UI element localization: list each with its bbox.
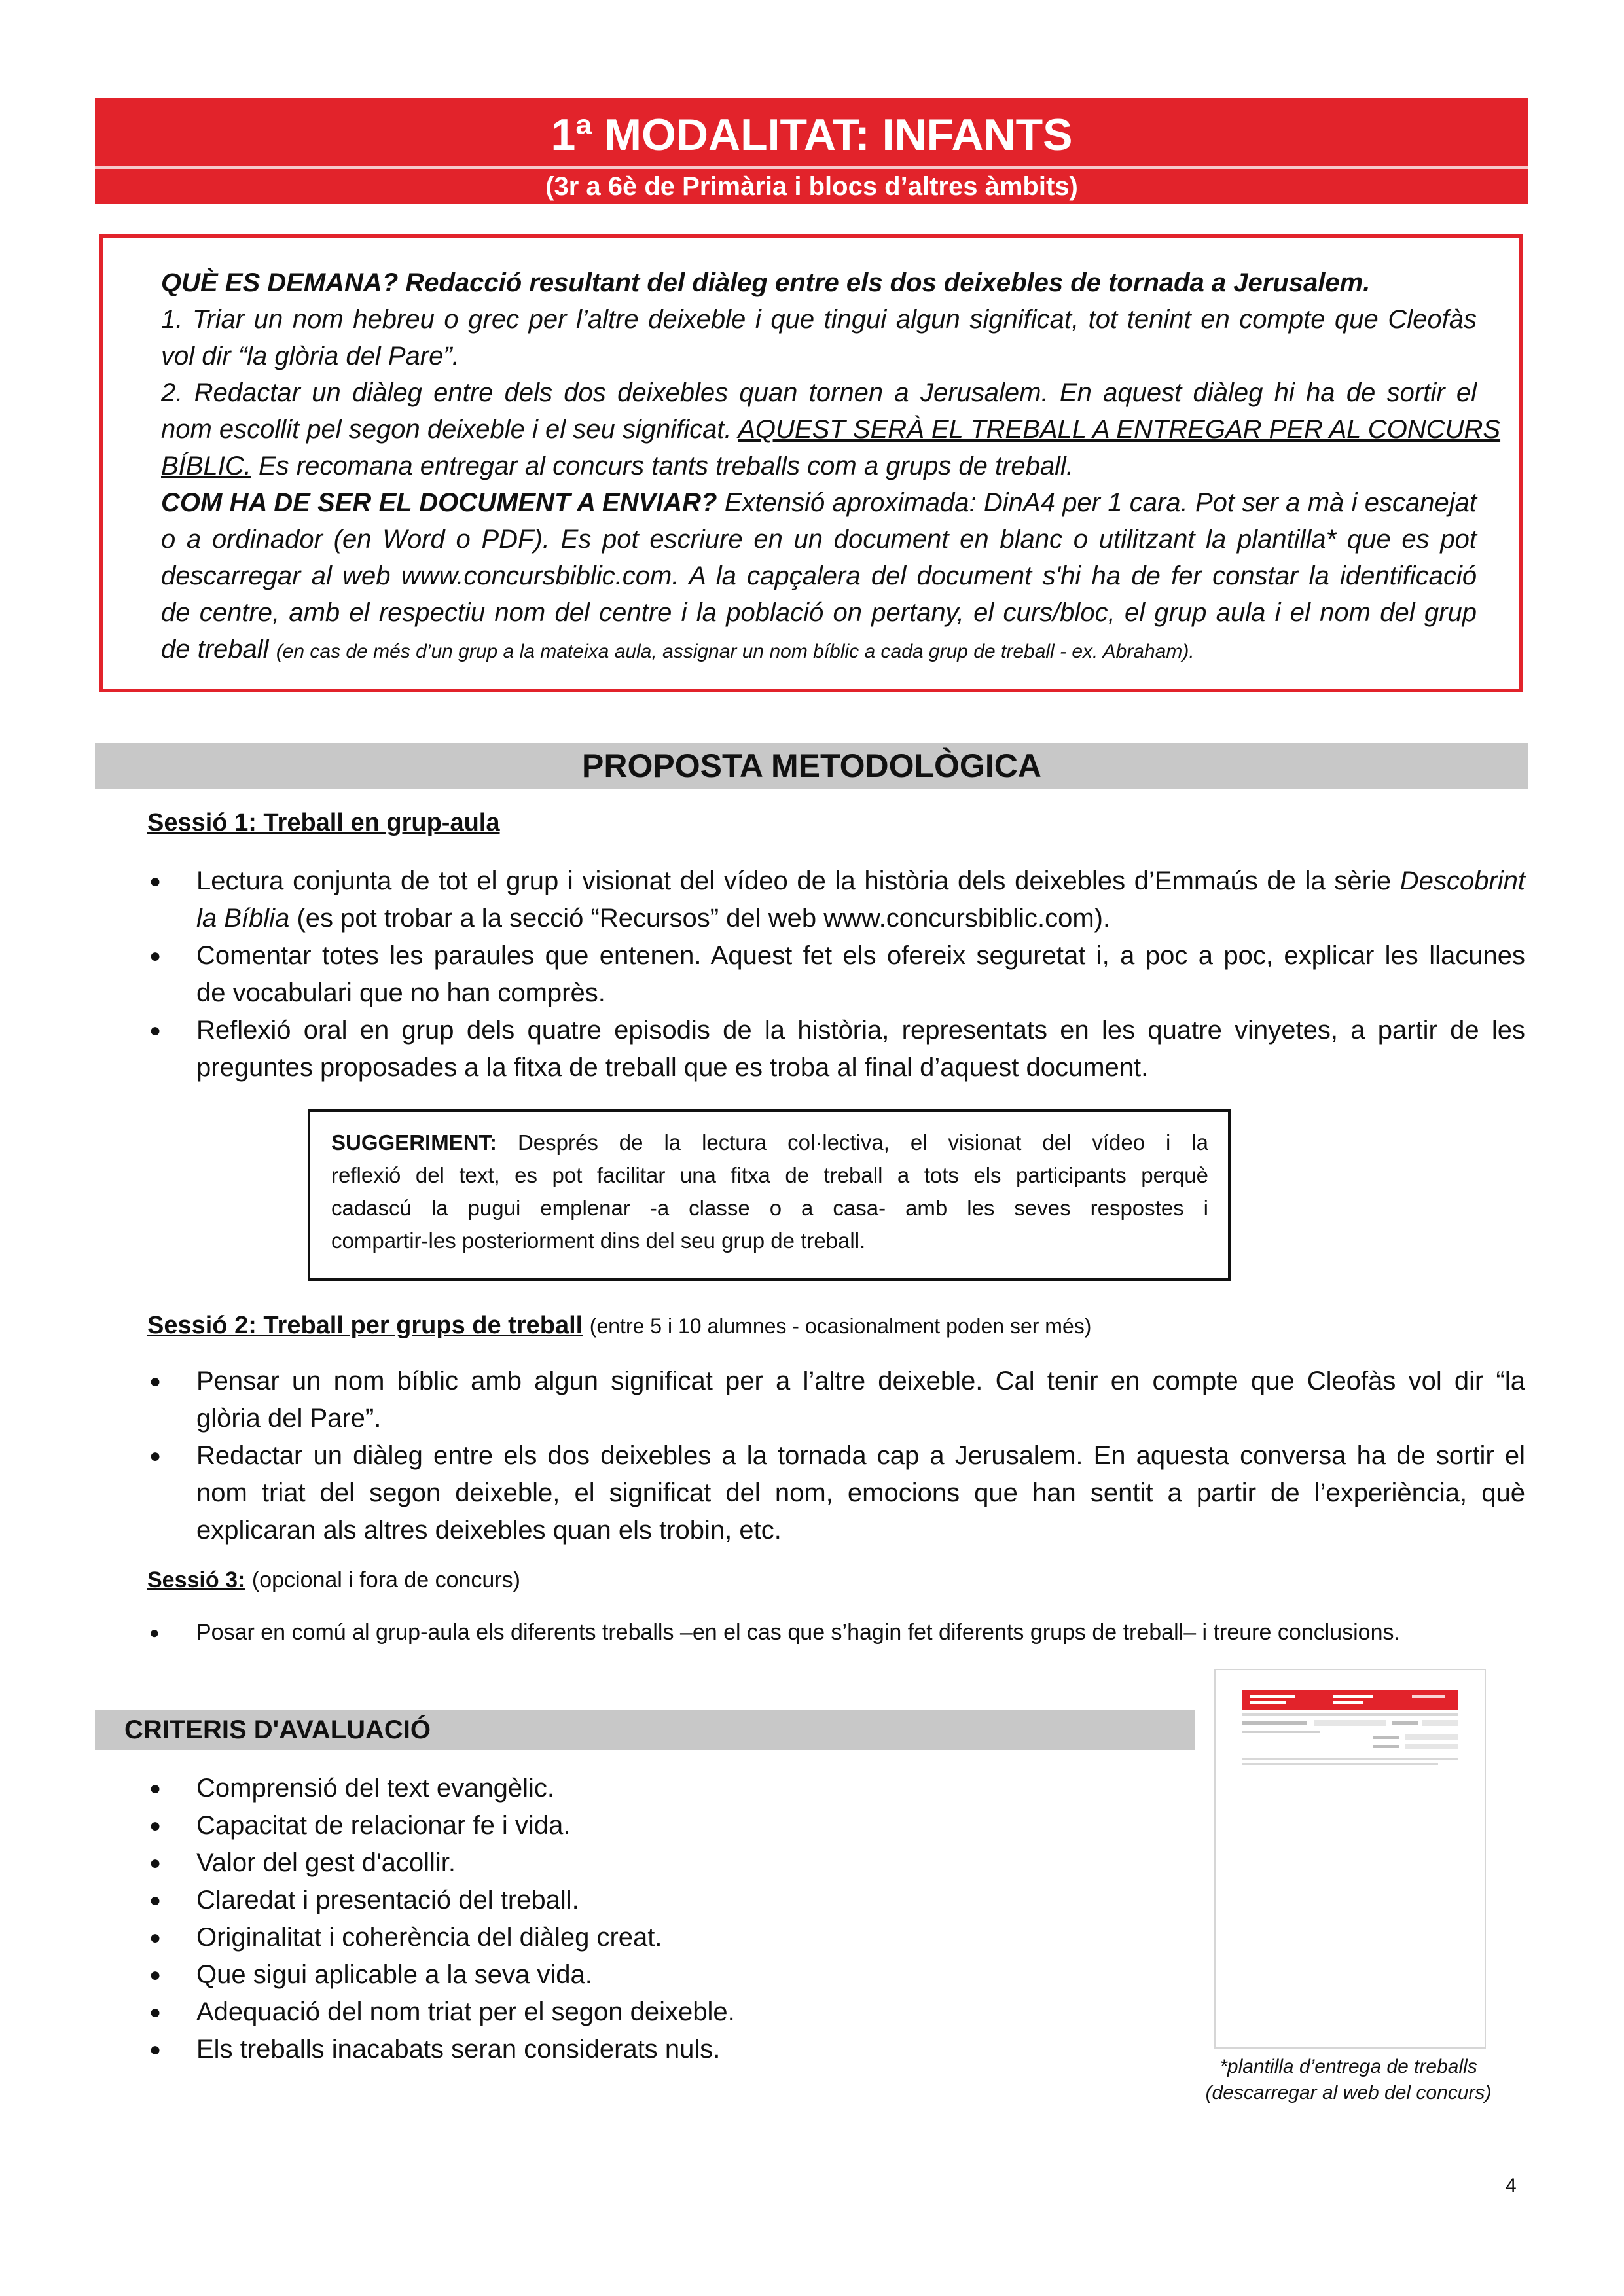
request-line: BÍBLIC. Es recomana entregar al concurs tants treballs com a grups de treball.: [161, 452, 1074, 480]
suggestion-line: cadascú la pugui emplenar -a classe o a casa- amb les seves respostes i: [331, 1196, 1208, 1220]
session-heading: Sessió 1: Treball en grup-aula: [147, 809, 500, 836]
criteria-item: Valor del gest d'acollir.: [196, 1848, 456, 1877]
list-item-continuation: preguntes proposades a la fitxa de treball que es troba al final d’aquest document.: [196, 1053, 1149, 1082]
section-bar-methodology: [95, 743, 1528, 789]
criteria-item: Comprensió del text evangèlic.: [196, 1774, 554, 1803]
request-line: de treball (en cas de més d’un grup a la mateixa aula, assignar un nom bíblic a cada grup de treball - ex. Abraham).: [161, 635, 1195, 664]
list-item: Comentar totes les paraules que entenen. Aquest fet els ofereix seguretat i, a poc a poc, explicar les llacunes: [196, 941, 1525, 970]
bullet-icon: ●: [149, 1623, 160, 1642]
page-title: 1ª MODALITAT: INFANTS: [550, 110, 1073, 160]
list-item-continuation: de vocabulari que no han comprès.: [196, 978, 605, 1007]
list-item-continuation: nom triat del segon deixeble, el significat del nom, emocions que han sentit a partir de l’experiència, què: [196, 1479, 1525, 1507]
criteria-item: Claredat i presentació del treball.: [196, 1886, 579, 1914]
criteria-item: Originalitat i coherència del diàleg creat.: [196, 1923, 662, 1952]
section-title: CRITERIS D'AVALUACIÓ: [124, 1715, 431, 1744]
bullet-icon: ●: [149, 2039, 162, 2060]
criteria-item: Capacitat de relacionar fe i vida.: [196, 1811, 571, 1840]
request-line: vol dir “la glòria del Pare”.: [161, 342, 460, 370]
request-line: descarregar al web www.concursbiblic.com. A la capçalera del document s'hi ha de fer constar la identificació: [161, 562, 1477, 590]
list-item: Lectura conjunta de tot el grup i visionat del vídeo de la història dels deixebles d’Emmaús de la sèrie Descobrint: [196, 867, 1525, 895]
template-caption: (descarregar al web del concurs): [1205, 2082, 1492, 2104]
page-number: 4: [1506, 2175, 1517, 2197]
bullet-icon: ●: [149, 1890, 162, 1911]
request-line: de centre, amb el respectiu nom del centre i la població on pertany, el curs/bloc, el grup aula i el nom del grup: [161, 598, 1477, 627]
template-preview-image: [1216, 1670, 1485, 2047]
bullet-icon: ●: [149, 2001, 162, 2023]
list-item-continuation: glòria del Pare”.: [196, 1404, 382, 1433]
session-heading: Sessió 3: (opcional i fora de concurs): [147, 1568, 520, 1592]
request-line: o a ordinador (en Word o PDF). Es pot escriure en un document en blanc o utilitzant la plantilla* que es pot: [161, 525, 1477, 554]
list-item: Redactar un diàleg entre els dos deixebles a la tornada cap a Jerusalem. En aquesta conversa ha de sortir el: [196, 1441, 1525, 1470]
page-subtitle: (3r a 6è de Primària i blocs d’altres àmbits): [545, 172, 1078, 201]
bullet-icon: ●: [149, 1445, 162, 1467]
bullet-icon: ●: [149, 1852, 162, 1874]
template-caption: *plantilla d’entrega de treballs: [1219, 2056, 1477, 2077]
criteria-item: Adequació del nom triat per el segon deixeble.: [196, 1998, 735, 2026]
criteria-item: Que sigui aplicable a la seva vida.: [196, 1960, 592, 1989]
bullet-icon: ●: [149, 1964, 162, 1986]
bullet-icon: ●: [149, 1815, 162, 1837]
section-bar-criteria: [95, 1710, 1195, 1750]
suggestion-line: reflexió del text, es pot facilitar una fitxa de treball a tots els participants perquè: [331, 1163, 1208, 1187]
suggestion-line: SUGGERIMENT: Després de la lectura col·lectiva, el visionat del vídeo i la: [331, 1130, 1208, 1155]
session-heading: Sessió 2: Treball per grups de treball (entre 5 i 10 alumnes - ocasionalment poden ser més): [147, 1312, 1092, 1339]
request-line: 2. Redactar un diàleg entre dels dos deixebles quan tornen a Jerusalem. En aquest diàleg hi ha de sortir el: [161, 378, 1477, 407]
request-line: COM HA DE SER EL DOCUMENT A ENVIAR? Extensió aproximada: DinA4 per 1 cara. Pot ser a mà i escanejat: [161, 488, 1477, 517]
bullet-icon: ●: [149, 1778, 162, 1799]
title-banner: [95, 98, 1528, 204]
list-item: Pensar un nom bíblic amb algun significat per a l’altre deixeble. Cal tenir en compte que Cleofàs vol dir “la: [196, 1367, 1525, 1395]
request-line: nom escollit pel segon deixeble i el seu significat. AQUEST SERÀ EL TREBALL A ENTREGAR PER AL CONCURS: [161, 415, 1501, 444]
list-item: Posar en comú al grup-aula els diferents treballs –en el cas que s’hagin fet diferents grups de treball– i treure conclusions.: [196, 1620, 1400, 1645]
request-line: QUÈ ES DEMANA? Redacció resultant del diàleg entre els dos deixebles de tornada a Jerusalem.: [161, 268, 1371, 297]
suggestion-line: compartir-les posteriorment dins del seu grup de treball.: [331, 1229, 866, 1253]
list-item-continuation: la Bíblia (es pot trobar a la secció “Recursos” del web www.concursbiblic.com).: [196, 904, 1111, 933]
bullet-icon: ●: [149, 1020, 162, 1041]
criteria-item: Els treballs inacabats seran considerats nuls.: [196, 2035, 721, 2064]
bullet-icon: ●: [149, 870, 162, 892]
request-box: [99, 234, 1523, 692]
list-item-continuation: explicaran als altres deixebles quan els trobin, etc.: [196, 1516, 782, 1545]
suggestion-box: [308, 1109, 1231, 1281]
section-title: PROPOSTA METODOLÒGICA: [582, 747, 1041, 784]
bullet-icon: ●: [149, 945, 162, 967]
list-item: Reflexió oral en grup dels quatre episodis de la història, representats en les quatre vinyetes, a partir de les: [196, 1016, 1525, 1045]
bullet-icon: ●: [149, 1371, 162, 1392]
template-thumbnail: [1214, 1669, 1486, 2049]
bullet-icon: ●: [149, 1927, 162, 1948]
request-line: 1. Triar un nom hebreu o grec per l’altre deixeble i que tingui algun significat, tot tenint en compte que Cleofàs: [161, 305, 1477, 334]
